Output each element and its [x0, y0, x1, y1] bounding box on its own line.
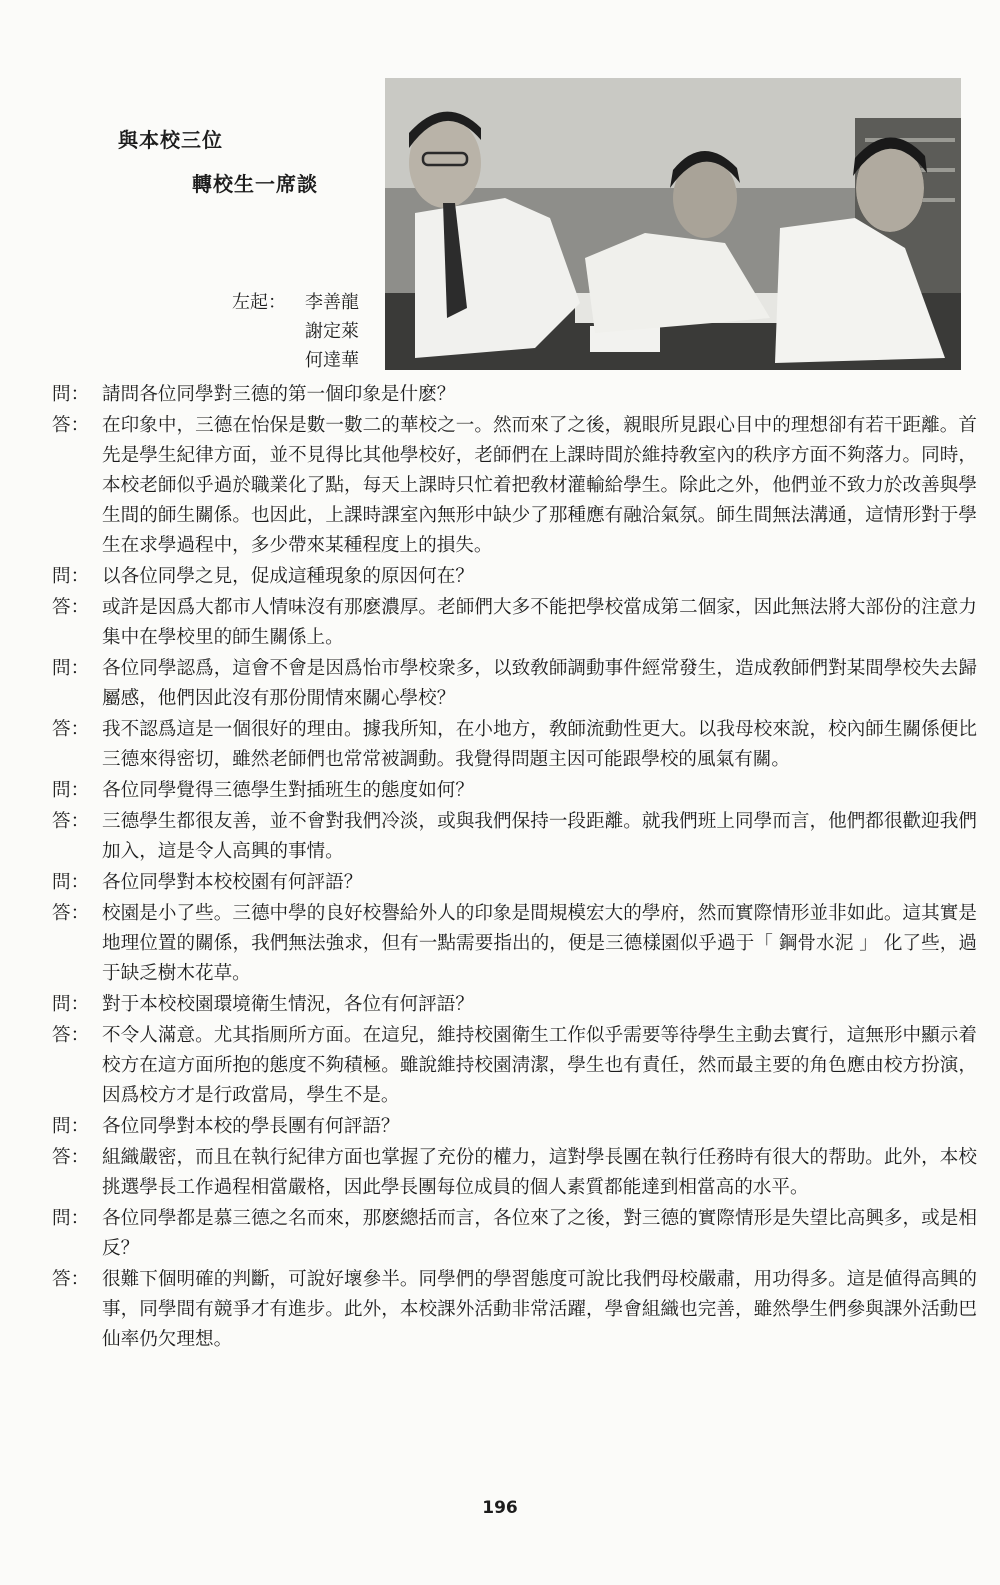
- interview-qa: [52, 380, 977, 1356]
- page-number: 196: [482, 1498, 518, 1518]
- answer-text: 很難下個明確的判斷，可說好壞參半。同學們的學習態度可說比我們母校嚴肅，用功得多。這是値得高興的事，同學間有競爭才有進步。此外，本校課外活動非常活躍，學會組織也完善，雖然學生們參與課外活動巴仙率仍欠理想。: [102, 1269, 977, 1350]
- caption-name: 何達華: [305, 350, 359, 371]
- caption-label: 左起：: [232, 292, 286, 313]
- answer-text: 或許是因爲大都市人情味沒有那麽濃厚。老師們大多不能把學校當成第二個家，因此無法將大部份的注意力集中在學校里的師生關係上。: [102, 597, 977, 648]
- question-label: 問：: [52, 1116, 90, 1137]
- question-label: 問：: [52, 658, 90, 679]
- question-label: 問：: [52, 384, 90, 405]
- qa-answer: [52, 715, 977, 775]
- caption-name: 李善龍: [305, 292, 359, 313]
- qa-answer: [52, 593, 977, 653]
- answer-label: 答：: [52, 1147, 90, 1168]
- qa-answer: [52, 1265, 977, 1355]
- caption-name: 謝定萊: [305, 321, 359, 342]
- article-title-line1: 與本校三位: [118, 128, 223, 152]
- qa-answer: [52, 899, 977, 989]
- answer-text: 不令人滿意。尤其指厠所方面。在這兒，維持校園衛生工作似乎需要等待學生主動去實行，這無形中顯示着校方在這方面所抱的態度不夠積極。雖說維持校園淸潔，學生也有責任，然而最主要的角色應由校方扮演，因爲校方才是行政當局，學生不是。: [102, 1025, 977, 1106]
- question-text: 各位同學對本校校園有何評語？: [102, 872, 363, 893]
- qa-answer: [52, 1143, 977, 1203]
- answer-label: 答：: [52, 903, 90, 924]
- qa-question: [52, 868, 977, 898]
- question-label: 問：: [52, 1208, 90, 1229]
- answer-label: 答：: [52, 1269, 90, 1290]
- answer-label: 答：: [52, 719, 90, 740]
- answer-text: 組織嚴密，而且在執行紀律方面也掌握了充份的權力，這對學長團在執行任務時有很大的帮助。此外，本校挑選學長工作過程相當嚴格，因此學長團每位成員的個人素質都能達到相當高的水平。: [102, 1147, 977, 1198]
- answer-label: 答：: [52, 811, 90, 832]
- qa-answer: [52, 807, 977, 867]
- qa-question: [52, 990, 977, 1020]
- question-label: 問：: [52, 994, 90, 1015]
- question-text: 以各位同學之見，促成這種現象的原因何在？: [102, 566, 474, 587]
- answer-label: 答：: [52, 597, 90, 618]
- qa-answer: [52, 411, 977, 561]
- answer-label: 答：: [52, 1025, 90, 1046]
- question-label: 問：: [52, 780, 90, 801]
- group-photo: [385, 78, 961, 370]
- question-label: 問：: [52, 566, 90, 587]
- answer-text: 校園是小了些。三德中學的良好校譽給外人的印象是間規模宏大的學府，然而實際情形並非如此。這其實是地理位置的關係，我們無法強求，但有一點需要指出的，便是三德樣園似乎過于「 鋼骨水泥 」 化了些，過于缺乏樹木花草。: [102, 903, 977, 984]
- qa-question: [52, 380, 977, 410]
- answer-text: 三德學生都很友善，並不會對我們冷淡，或與我們保持一段距離。就我們班上同學而言，他們都很歡迎我們加入，這是令人高興的事情。: [102, 811, 977, 862]
- question-text: 各位同學認爲，這會不會是因爲怡市學校衆多，以致敎師調動事件經常發生，造成敎師們對某間學校失去歸屬感，他們因此沒有那份閒情來關心學校？: [102, 658, 977, 709]
- qa-question: [52, 776, 977, 806]
- question-text: 各位同學對本校的學長團有何評語？: [102, 1116, 400, 1137]
- answer-label: 答：: [52, 415, 90, 436]
- qa-answer: [52, 1021, 977, 1111]
- answer-text: 在印象中，三德在怡保是數一數二的華校之一。然而來了之後，親眼所見跟心目中的理想卻有若干距離。首先是學生紀律方面，並不見得比其他學校好，老師們在上課時間於維持敎室內的秩序方面不夠落力。同時，本校老師似乎過於職業化了點，每天上課時只忙着把敎材灌輸給學生。除此之外，他們並不致力於改善與學生間的師生關係。也因此，上課時課室內無形中缺少了那種應有融洽氣氛。師生間無法溝通，這情形對于學生在求學過程中，多少帶來某種程度上的損失。: [102, 415, 977, 556]
- qa-question: [52, 1112, 977, 1142]
- photo-caption: [232, 288, 359, 375]
- question-text: 請問各位同學對三德的第一個印象是什麽？: [102, 384, 456, 405]
- qa-question: [52, 1204, 977, 1264]
- question-text: 各位同學覺得三德學生對插班生的態度如何？: [102, 780, 474, 801]
- question-label: 問：: [52, 872, 90, 893]
- question-text: 各位同學都是慕三德之名而來，那麽總括而言，各位來了之後，對三德的實際情形是失望比高興多，或是相反？: [102, 1208, 977, 1259]
- article-title-line2: 轉校生一席談: [192, 172, 318, 196]
- question-text: 對于本校校園環境衛生情況，各位有何評語？: [102, 994, 474, 1015]
- qa-question: [52, 654, 977, 714]
- answer-text: 我不認爲這是一個很好的理由。據我所知，在小地方，敎師流動性更大。以我母校來說，校內師生關係便比三德來得密切，雖然老師們也常常被調動。我覺得問題主因可能跟學校的風氣有關。: [102, 719, 977, 770]
- qa-question: [52, 562, 977, 592]
